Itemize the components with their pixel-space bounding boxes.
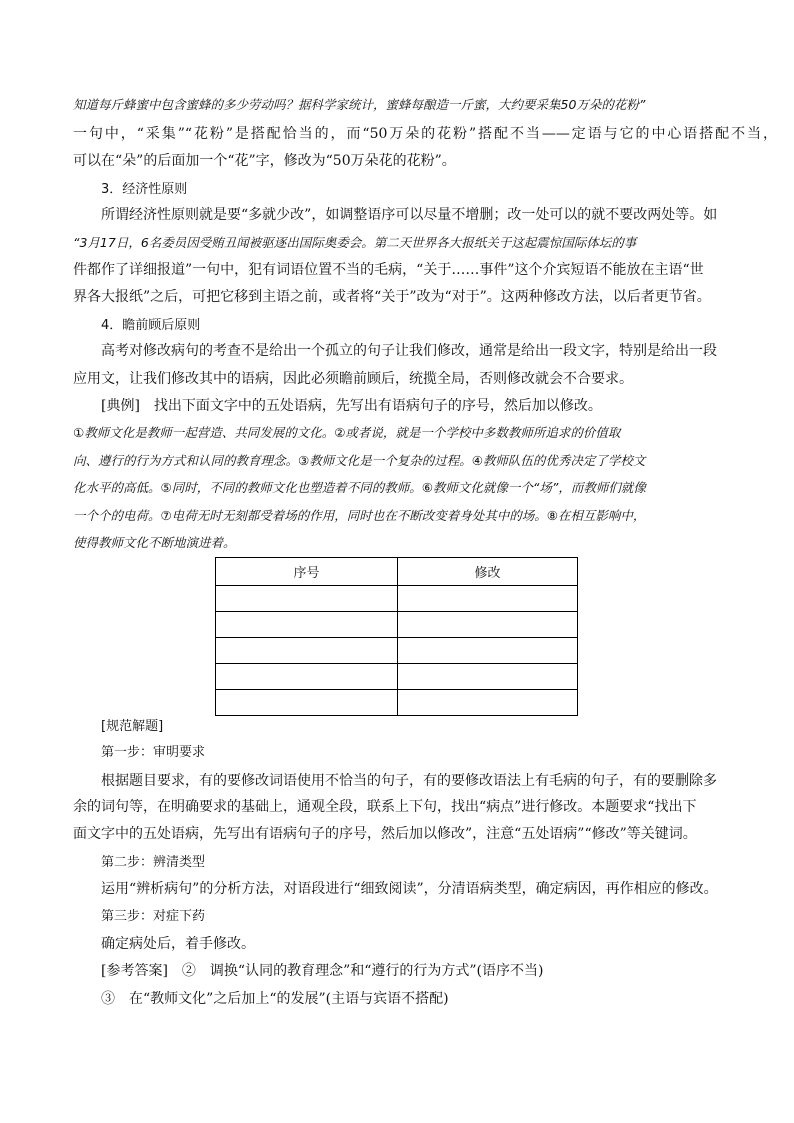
table-header-row	[216, 558, 578, 586]
step-3-heading: 第三步：对症下药	[101, 909, 206, 924]
text-line-8: 界各大报纸”之后，可把它移到主语之前，或者将“关于”改为“对于”。这两种修改方法，以后者更节省。	[73, 289, 711, 305]
text-line-6: “3月17日，6名委员因受贿丑闻被驱逐出国际奥委会。第二天世界各大报纸关于这起震惊国际体坛的事	[73, 235, 637, 250]
table-row	[216, 664, 578, 690]
table-cell[interactable]	[216, 586, 398, 612]
text-line-24: 运用“辨析病句”的分析方法，对语段进行“细致阅读”，分清语病类型，确定病因，再作相应的修改。	[101, 881, 718, 897]
passage-line-5: 使得教师文化不断地演进着。	[73, 535, 236, 550]
text-line-3: 可以在“朵”的后面加一个“花”字，修改为“50万朵花的花粉”。	[73, 153, 456, 169]
passage-line-3: 化水平的高低。⑤同时，不同的教师文化也塑造着不同的教师。⑥教师文化就像一个“场”，而教师们就像	[73, 480, 646, 495]
text-line-2: 一句中，“采集”“花粉”是搭配恰当的，而“50万朵的花粉”搭配不当——定语与它的中心语搭配不当，	[73, 126, 777, 142]
text-line-10: 高考对修改病句的考查不是给出一个孤立的句子让我们修改，通常是给出一段文字，特别是给出一段	[101, 343, 717, 359]
table-header-revision: 修改	[398, 558, 578, 586]
table-cell[interactable]	[216, 638, 398, 664]
passage-line-1: ①教师文化是教师一起营造、共同发展的文化。②或者说，就是一个学校中多数教师所追求的价值取	[73, 425, 621, 440]
section-heading-3: 3．经济性原则	[101, 182, 188, 197]
table-row	[216, 638, 578, 664]
table-row	[216, 690, 578, 716]
text-line-21: 余的词句等，在明确要求的基础上，通观全段，联系上下句，找出“病点”进行修改。本题要求“找出下	[73, 799, 697, 815]
section-heading-4: 4．瞻前顾后原则	[101, 318, 201, 333]
table-cell[interactable]	[216, 664, 398, 690]
reference-answer-line-1: [参考答案] ② 调换“认同的教育理念”和“遵行的行为方式”(语序不当)	[101, 963, 544, 979]
example-prompt: [典例] 找出下面文字中的五处语病，先写出有语病句子的序号，然后加以修改。	[101, 398, 602, 414]
table-cell[interactable]	[398, 638, 578, 664]
step-1-heading: 第一步：审明要求	[101, 745, 206, 760]
text-line-11: 应用文，让我们修改其中的语病，因此必须瞻前顾后，统揽全局，否则修改就会不合要求。	[73, 371, 633, 387]
table-row	[216, 586, 578, 612]
table-cell[interactable]	[398, 664, 578, 690]
text-line-5: 所谓经济性原则就是要“多就少改”，如调整语序可以尽量不增删；改一处可以的就不要改两处等。如	[101, 207, 718, 223]
answer-table	[215, 557, 578, 716]
text-line-22: 面文字中的五处语病，先写出有语病句子的序号，然后加以修改”，注意“五处语病”“修改”等关键词。	[73, 826, 697, 842]
text-line-7: 件都作了详细报道”一句中，犯有词语位置不当的毛病，“关于……事件”这个介宾短语不能放在主语“世	[73, 262, 704, 278]
text-line-26: 确定病处后，着手修改。	[101, 936, 255, 952]
table-cell[interactable]	[216, 690, 398, 716]
table-cell[interactable]	[216, 612, 398, 638]
passage-line-2: 向、遵行的行为方式和认同的教育理念。③教师文化是一个复杂的过程。④教师队伍的优秀决定了学校文	[73, 453, 646, 468]
table-row	[216, 612, 578, 638]
step-2-heading: 第二步：辨清类型	[101, 855, 206, 870]
table-cell[interactable]	[398, 690, 578, 716]
solution-heading: [规范解题]	[101, 719, 164, 734]
table-cell[interactable]	[398, 586, 578, 612]
text-line-20: 根据题目要求，有的要修改词语使用不恰当的句子，有的要修改语法上有毛病的句子，有的要删除多	[101, 773, 717, 789]
passage-line-4: 一个个的电荷。⑦电荷无时无刻都受着场的作用，同时也在不断改变着身处其中的场。⑧在相互影响中，	[73, 508, 646, 523]
table-header-number: 序号	[216, 558, 398, 586]
reference-answer-line-2: ③ 在“教师文化”之后加上“的发展”(主语与宾语不搭配)	[101, 991, 449, 1007]
table-cell[interactable]	[398, 612, 578, 638]
text-line-1: 知道每斤蜂蜜中包含蜜蜂的多少劳动吗？据科学家统计，蜜蜂每酿造一斤蜜，大约要采集50万朵的花粉”	[73, 97, 646, 112]
